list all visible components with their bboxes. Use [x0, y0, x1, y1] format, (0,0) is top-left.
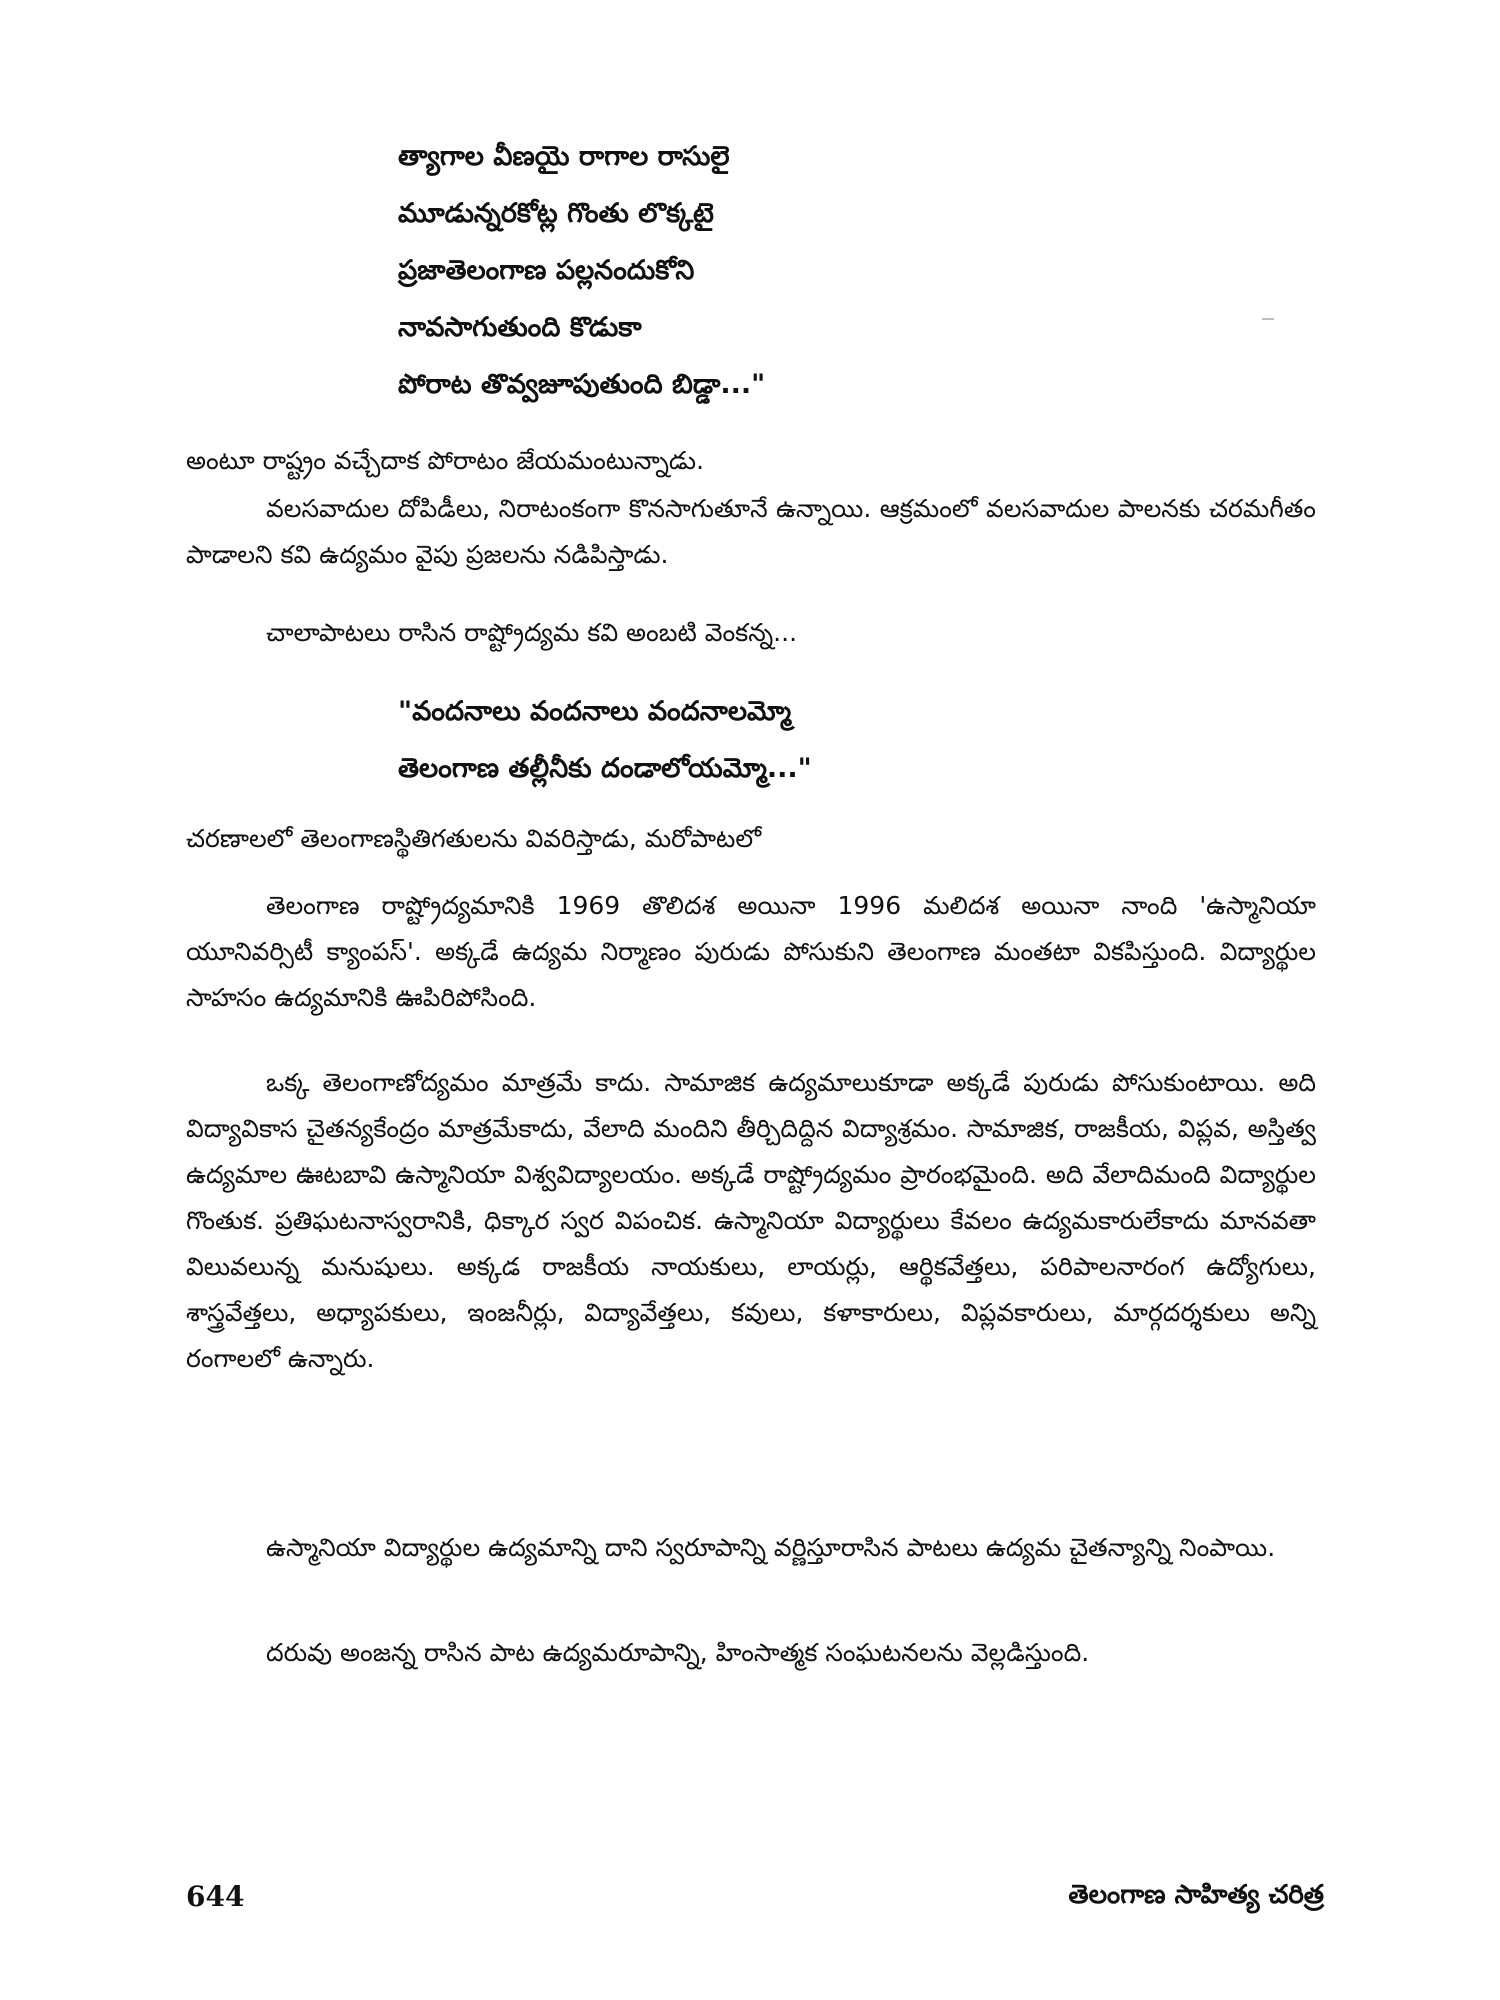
verse-line: పోరాట తొవ్వజూపుతుంది బిడ్డా..." [398, 369, 766, 400]
page-number: 644 [186, 1880, 245, 1913]
paragraph: చాలాపాటలు రాసిన రాష్ట్రోద్యమ కవి అంబటి వెంకన్న... [266, 618, 798, 647]
paragraph: దరువు అంజన్న రాసిన పాట ఉద్యమరూపాన్ని, హింసాత్మక సంఘటనలను వెల్లడిస్తుంది. [266, 1638, 1090, 1667]
verse-line: ప్రజాతెలంగాణ పల్లనందుకోని [398, 255, 695, 286]
paragraph: ఉస్మానియా విద్యార్థుల ఉద్యమాన్ని దాని స్వరూపాన్ని వర్ణిస్తూరాసిన పాటలు ఉద్యమ చైతన్యాన్ని నింపాయి. [266, 1533, 1276, 1562]
paragraph: తెలంగాణ రాష్ట్రోద్యమానికి 1969 తొలిదశ అయినా 1996 మలిదశ అయినా నాంది 'ఉస్మానియా యూనివర్సిటీ క్యాంపస్'. అక్కడే ఉద్యమ నిర్మాణం పురుడు పోసుకుని తెలంగాణ మంతటా వికపిస్తుంది. విద్యార్థుల సాహసం ఉద్యమానికి ఊపిరిపోసింది. [186, 891, 1316, 1012]
verse-quote-2 [398, 683, 812, 797]
paragraph: వలసవాదుల దోపిడీలు, నిరాటంకంగా కొనసాగుతూనే ఉన్నాయి. ఆక్రమంలో వలసవాదుల పాలనకు చరమగీతం పాడాలని కవి ఉద్యమం వైపు ప్రజలను నడిపిస్తాడు. [186, 494, 1316, 569]
verse-line: మూడున్నరకోట్ల గొంతు లొక్కటై [398, 198, 714, 229]
paragraph: ఒక్క తెలంగాణోద్యమం మాత్రమే కాదు. సామాజిక ఉద్యమాలుకూడా అక్కడే పురుడు పోసుకుంటాయి. అది విద్యావికాస చైతన్యకేంద్రం మాత్రమేకాదు, వేలాది మందిని తీర్చిదిద్దిన విద్యాశ్రమం. సామాజిక, రాజకీయ, విప్లవ, అస్తిత్వ ఉద్యమాల ఊటబావి ఉస్మానియా విశ్వవిద్యాలయం. అక్కడే రాష్ట్రోద్యమం ప్రారంభమైంది. అది వేలాదిమంది విద్యార్థుల గొంతుక. ప్రతిఘటనాస్వరానికి, ధిక్కార స్వర విపంచిక. ఉస్మానియా విద్యార్థులు కేవలం ఉద్యమకారులేకాదు మానవతా విలువలున్న మనుషులు. అక్కడ రాజకీయ నాయకులు, లాయర్లు, ఆర్థికవేత్తలు, పరిపాలనారంగ ఉద్యోగులు, శాస్త్రవేత్తలు, అధ్యాపకులు, ఇంజనీర్లు, విద్యావేత్తలు, కవులు, కళాకారులు, విప్లవకారులు, మార్గదర్శకులు అన్ని రంగాలలో ఉన్నారు. [186, 1068, 1316, 1373]
verse-quote-1 [398, 128, 765, 413]
paragraph: అంటూ రాష్ట్రం వచ్చేదాక పోరాటం జేయమంటున్నాడు. [186, 446, 705, 475]
paragraph: చరణాలలో తెలంగాణస్థితిగతులను వివరిస్తాడు, మరోపాటలో [186, 824, 762, 853]
verse-line: తెలంగాణ తల్లీనీకు దండాలోయమ్మో..." [398, 753, 812, 784]
verse-line: త్యాగాల వీణయై రాగాల రాసులై [398, 141, 730, 172]
verse-line: నావసాగుతుంది కొడుకా [398, 312, 642, 343]
running-footer-title: తెలంగాణ సాహిత్య చరిత్ర [1068, 1880, 1324, 1910]
verse-line: "వందనాలు వందనాలు వందనాలమ్మో [398, 696, 792, 727]
scan-mark [1262, 318, 1274, 320]
